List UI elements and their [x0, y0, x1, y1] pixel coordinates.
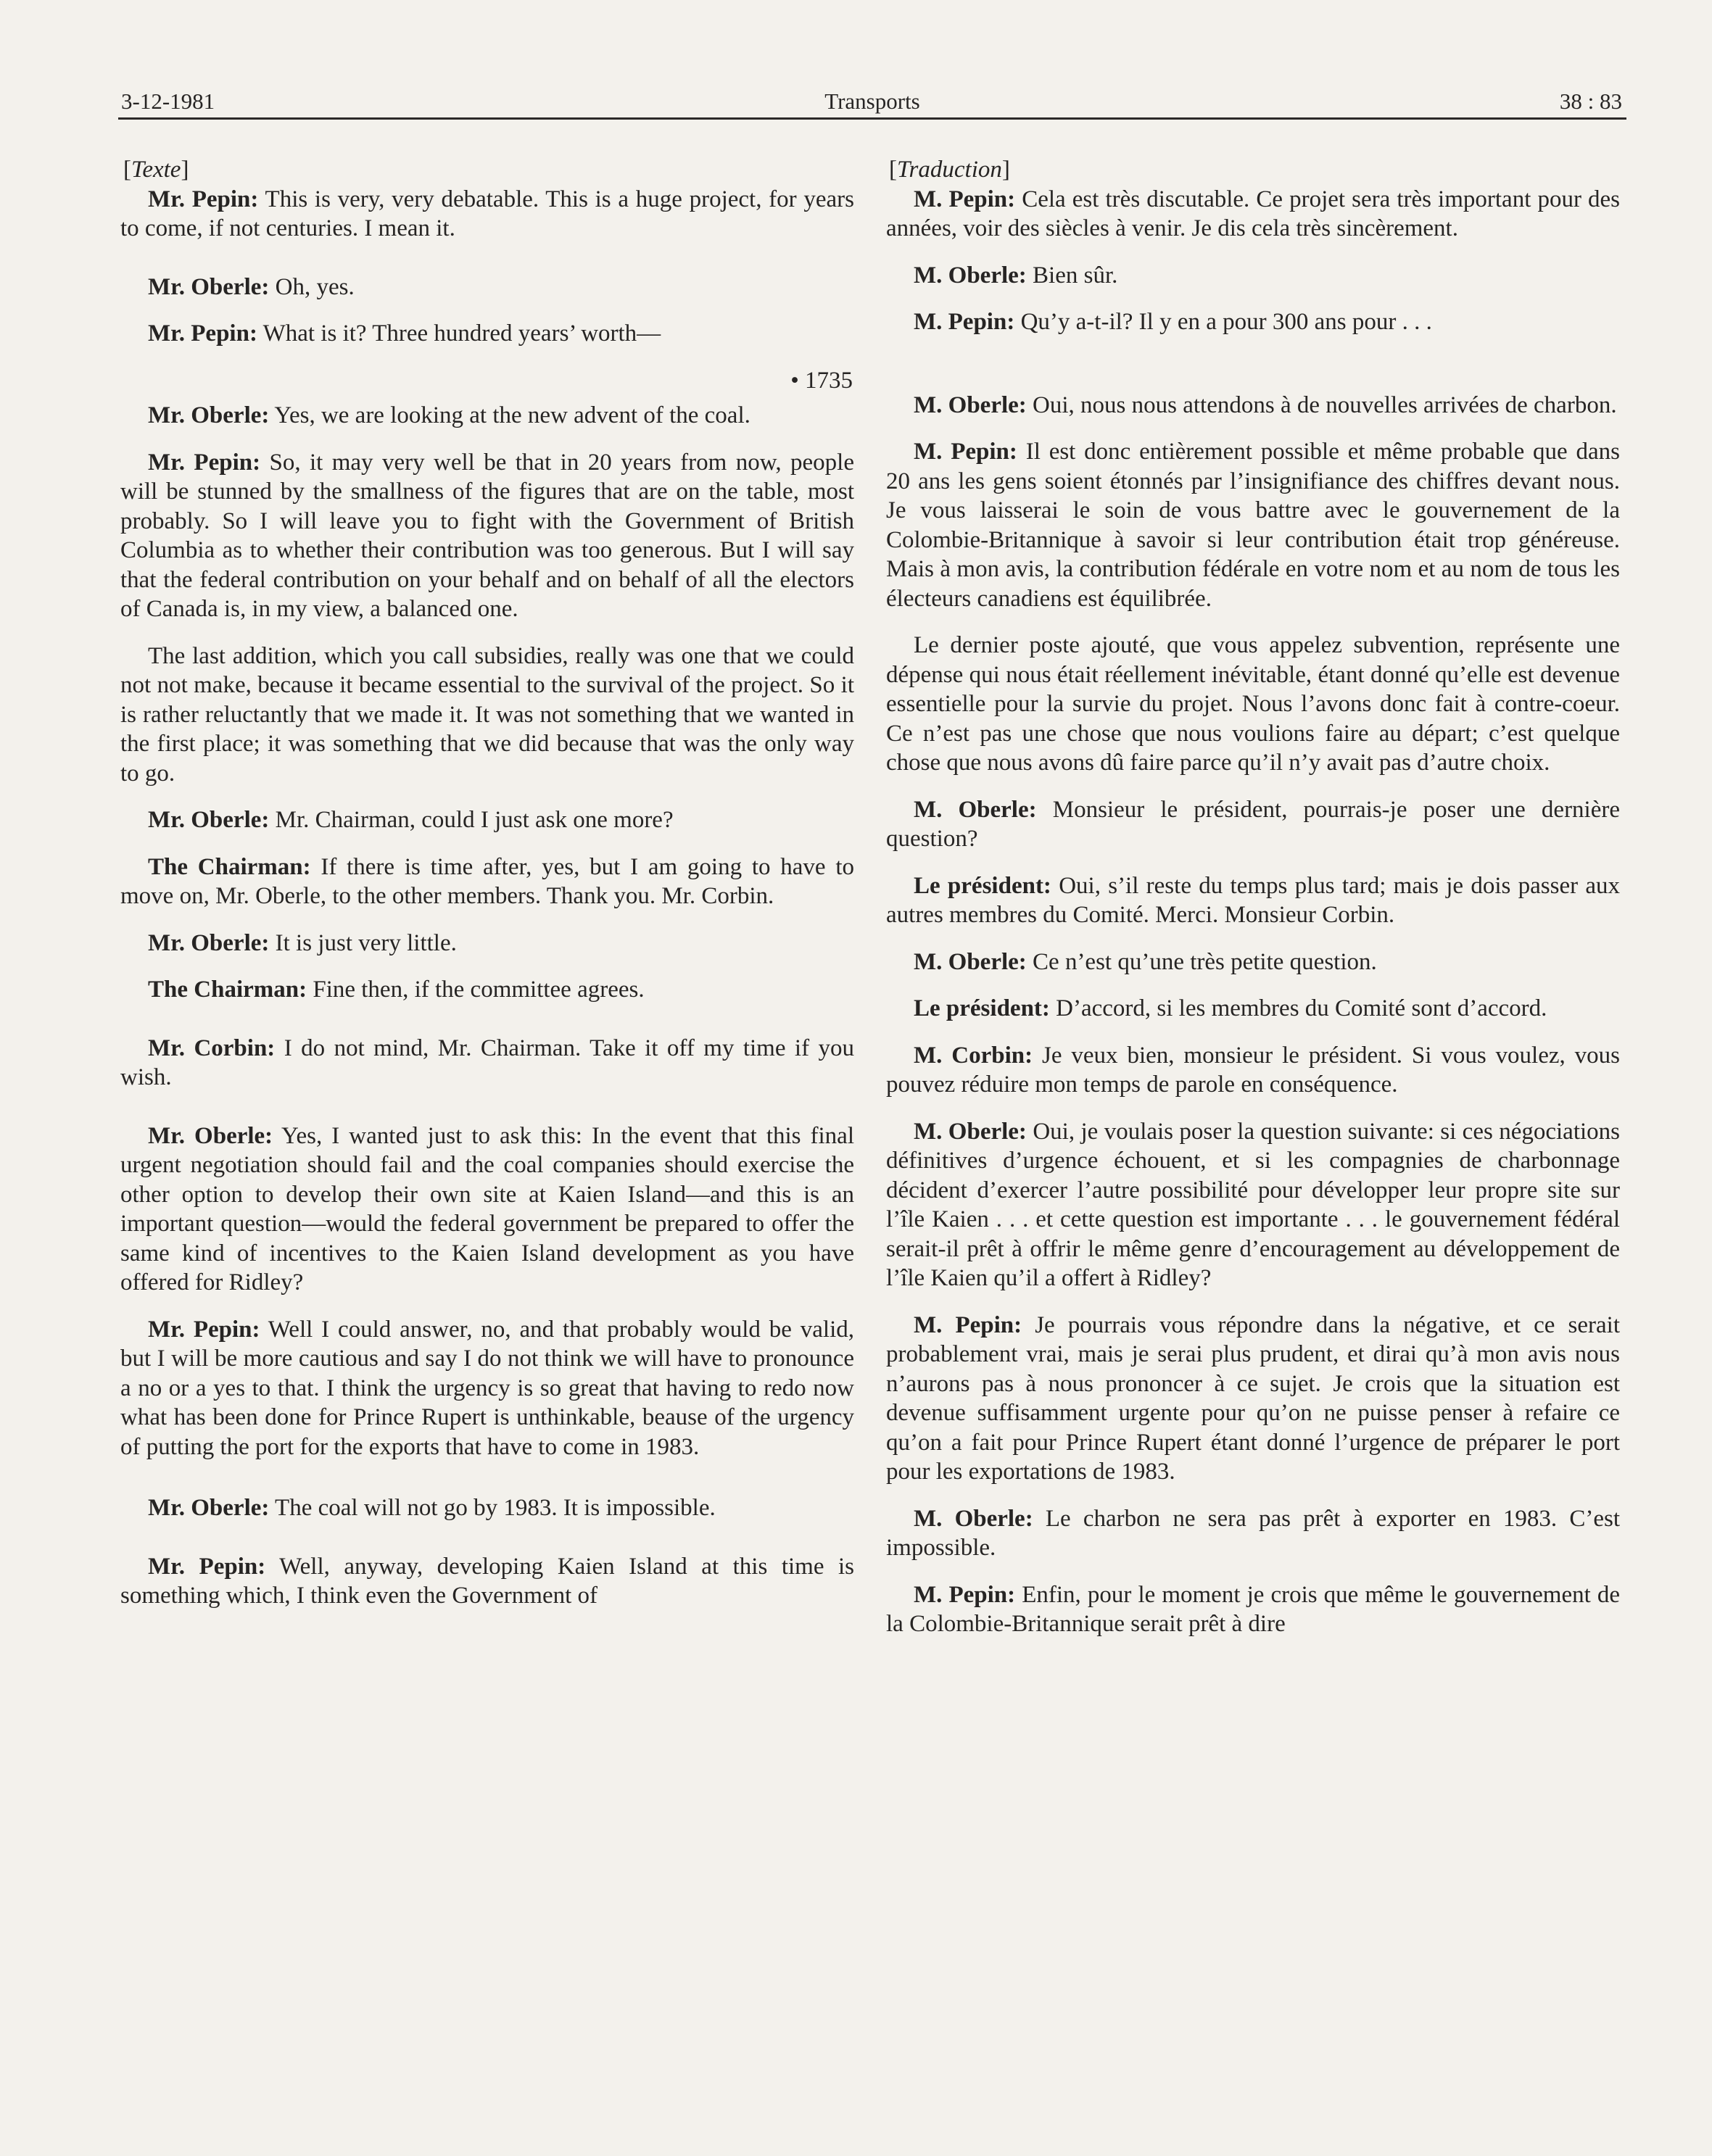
speech-text: Well I could answer, no, and that probably would be valid, but I will be more cautious and say I do not think we will have to pronounce a no or a yes to that. I think the urgency is so great that having to redo now what has been done for Prince Rupert is unthinkable, beause of the urgency of putting the port for the exports that have to come in 1983.	[120, 1316, 855, 1460]
speech-paragraph	[886, 307, 1620, 337]
speaker-name: Mr. Oberle:	[148, 807, 270, 833]
speaker-name: Mr. Oberle:	[148, 402, 270, 428]
speech-paragraph	[120, 1034, 854, 1092]
speech-paragraph	[886, 1041, 1620, 1100]
speaker-name: Mr. Oberle:	[148, 273, 270, 300]
speech-paragraph	[886, 1504, 1620, 1563]
header-page-ref: 38 : 83	[1559, 88, 1622, 114]
speech-text: Je pourrais vous répondre dans la négative, et ce serait probablement vrai, mais je serai plus prudent, et dirai qu’à mon avis nous n’aurons pas à nous prononcer à ce sujet. Je crois que la situation est devenue suffisamment urgente pour qu’on ne puisse penser à refaire ce qu’on a fait pour Prince Rupert étant donné l’urgence de préparer le port pour les exportations de 1983.	[886, 1311, 1620, 1485]
page-header	[118, 81, 1626, 120]
speech-text: The last addition, which you call subsidies, really was one that we could not not make, because it became essential to the survival of the project. So it is rather reluctantly that we made it. It was not something that we wanted in the first place; it was something that we did because that was the only way to go.	[120, 642, 854, 787]
speech-text: Bien sûr.	[1033, 262, 1118, 289]
speech-text: Le dernier poste ajouté, que vous appelez subvention, représente une dépense qui nous était réellement inévitable, étant donné qu’elle est devenue essentielle pour la survie du projet. Nous l’avons donc fait à contre-coeur. Ce n’est pas une chose que nous voulions faire au départ; c’est quelque chose que nous avons dû faire parce qu’il n’y avait pas d’autre choix.	[886, 632, 1620, 776]
speech-text: So, it may very well be that in 20 years from now, people will be stunned by the smallness of the figures that are on the table, most probably. So I will leave you to fight with the Government of British Columbia as to whether their contribution was too generous. But I will say that the federal contribution on your behalf and on behalf of all the electors of Canada is, in my view, a balanced one.	[120, 449, 855, 622]
language-label: [Traduction]	[889, 157, 1010, 183]
speaker-name: M. Pepin:	[914, 309, 1015, 335]
speech-text: Il est donc entièrement possible et même probable que dans 20 ans les gens soient étonnés par l’insignifiance des chiffres devant nous. Je vous laisserai le soin de vous battre avec le gouvernement de la Colombie-Britannique à savoir si leur contribution était trop généreuse. Mais à mon avis, la contribution fédérale en votre nom et au nom de tous les électeurs canadiens est équilibrée.	[886, 439, 1620, 612]
speech-paragraph	[120, 929, 854, 958]
language-label: [Texte]	[123, 157, 189, 183]
speaker-name: M. Pepin:	[914, 1311, 1022, 1338]
speaker-name: The Chairman:	[148, 977, 307, 1003]
speech-text: Qu’y a-t-il? Il y en a pour 300 ans pour . . .	[1020, 309, 1432, 335]
speech-text: D’accord, si les membres du Comité sont d’accord.	[1056, 995, 1547, 1021]
speech-text: Oui, s’il reste du temps plus tard; mais je dois passer aux autres membres du Comité. Merci. Monsieur Corbin.	[886, 872, 1620, 928]
speech-paragraph	[886, 391, 1620, 420]
speech-paragraph	[886, 795, 1620, 854]
speech-paragraph	[120, 185, 854, 244]
speech-paragraph	[886, 948, 1620, 977]
speaker-name: Mr. Pepin:	[148, 449, 261, 476]
speaker-name: Mr. Oberle:	[148, 1122, 273, 1149]
speaker-name: Mr. Pepin:	[148, 186, 259, 212]
speech-paragraph	[886, 261, 1620, 291]
speaker-name: Mr. Oberle:	[148, 929, 270, 956]
speech-text: Cela est très discutable. Ce projet sera très important pour des années, voir des siècles à venir. Je dis cela très sincèrement.	[886, 186, 1620, 241]
speech-paragraph	[120, 448, 854, 624]
speaker-name: M. Oberle:	[914, 948, 1027, 975]
speech-text: It is just very little.	[275, 929, 457, 956]
speaker-name: M. Oberle:	[914, 796, 1037, 823]
speaker-name: Le président:	[914, 995, 1050, 1021]
header-title: Transports	[824, 88, 920, 114]
speech-paragraph	[886, 185, 1620, 244]
speech-text: The coal will not go by 1983. It is impossible.	[275, 1495, 716, 1521]
speech-text: If there is time after, yes, but I am going to have to move on, Mr. Oberle, to the other members. Thank you. Mr. Corbin.	[120, 853, 854, 909]
speaker-name: Mr. Pepin:	[148, 1553, 266, 1580]
speech-paragraph	[120, 1552, 854, 1611]
speech-paragraph	[120, 401, 854, 431]
speech-paragraph	[886, 994, 1620, 1024]
header-date: 3-12-1981	[121, 88, 215, 114]
speaker-name: Mr. Corbin:	[148, 1035, 276, 1061]
speech-text: Yes, I wanted just to ask this: In the event that this final urgent negotiation should fail and the coal companies should exercise the other option to develop their own site at Kaien Island—and this is an important question—would the federal government be prepared to offer the same kind of incentives to the Kaien Island development as you have offered for Ridley?	[120, 1122, 854, 1295]
speaker-name: Le président:	[914, 872, 1051, 899]
speaker-name: M. Oberle:	[914, 1118, 1027, 1145]
speech-paragraph	[120, 853, 854, 911]
speaker-name: M. Oberle:	[914, 262, 1027, 289]
speech-paragraph	[886, 1117, 1620, 1293]
speech-paragraph	[120, 642, 854, 789]
english-column	[120, 155, 854, 1628]
speech-paragraph	[120, 1493, 854, 1523]
speaker-name: M. Pepin:	[914, 186, 1016, 212]
speech-text: Oui, je voulais poser la question suivante: si ces négociations définitives d’urgence échouent, et si les compagnies de charbonnage décident d’exercer l’autre possibilité pour développer leur propre site sur l’île Kaien . . . et cette question est importante . . . le gouvernement fédéral serait-il prêt à offrir le même genre d’encouragement au développement de l’île Kaien qu’il a offert à Ridley?	[886, 1118, 1620, 1291]
speaker-name: M. Oberle:	[914, 1505, 1033, 1532]
speech-text: Je veux bien, monsieur le président. Si vous voulez, vous pouvez réduire mon temps de parole en conséquence.	[886, 1042, 1620, 1098]
speech-text: Yes, we are looking at the new advent of the coal.	[274, 402, 750, 428]
speaker-name: The Chairman:	[148, 853, 311, 880]
speaker-name: Mr. Pepin:	[148, 320, 257, 347]
speech-text: Le charbon ne sera pas prêt à exporter en 1983. C’est impossible.	[886, 1505, 1620, 1561]
speech-text: Oui, nous nous attendons à de nouvelles arrivées de charbon.	[1033, 391, 1617, 418]
speech-paragraph	[886, 437, 1620, 613]
speech-paragraph	[886, 1311, 1620, 1487]
speech-paragraph	[120, 805, 854, 835]
speech-text: Oh, yes.	[275, 273, 355, 300]
speech-paragraph	[886, 871, 1620, 930]
speech-text: Ce n’est qu’une très petite question.	[1033, 948, 1377, 975]
speaker-name: M. Pepin:	[914, 1581, 1016, 1608]
speech-text: Fine then, if the committee agrees.	[313, 977, 645, 1003]
speech-text: Enfin, pour le moment je crois que même le gouvernement de la Colombie-Britannique serait prêt à dire	[886, 1581, 1620, 1637]
speech-text: Well, anyway, developing Kaien Island at this time is something which, I think even the Government of	[120, 1553, 855, 1609]
speech-text: Mr. Chairman, could I just ask one more?	[275, 807, 674, 833]
speaker-name: M. Corbin:	[914, 1042, 1033, 1069]
speaker-name: M. Pepin:	[914, 439, 1017, 465]
speech-paragraph	[886, 1580, 1620, 1639]
speech-paragraph	[886, 631, 1620, 778]
speech-text: This is very, very debatable. This is a huge project, for years to come, if not centuries. I mean it.	[120, 186, 854, 241]
speaker-name: M. Oberle:	[914, 391, 1027, 418]
speaker-name: Mr. Oberle:	[148, 1495, 270, 1521]
speech-paragraph	[120, 319, 854, 349]
time-marker: • 1735	[790, 367, 853, 394]
speech-text: Monsieur le président, pourrais-je poser une dernière question?	[886, 796, 1621, 852]
speech-text: What is it? Three hundred years’ worth—	[262, 320, 661, 347]
speech-paragraph	[120, 1315, 854, 1462]
speaker-name: Mr. Pepin:	[148, 1316, 260, 1343]
speech-paragraph	[120, 1121, 854, 1298]
speech-paragraph	[120, 273, 854, 302]
french-column	[886, 155, 1620, 1657]
speech-paragraph	[120, 975, 854, 1005]
speech-text: I do not mind, Mr. Chairman. Take it off my time if you wish.	[120, 1035, 855, 1090]
